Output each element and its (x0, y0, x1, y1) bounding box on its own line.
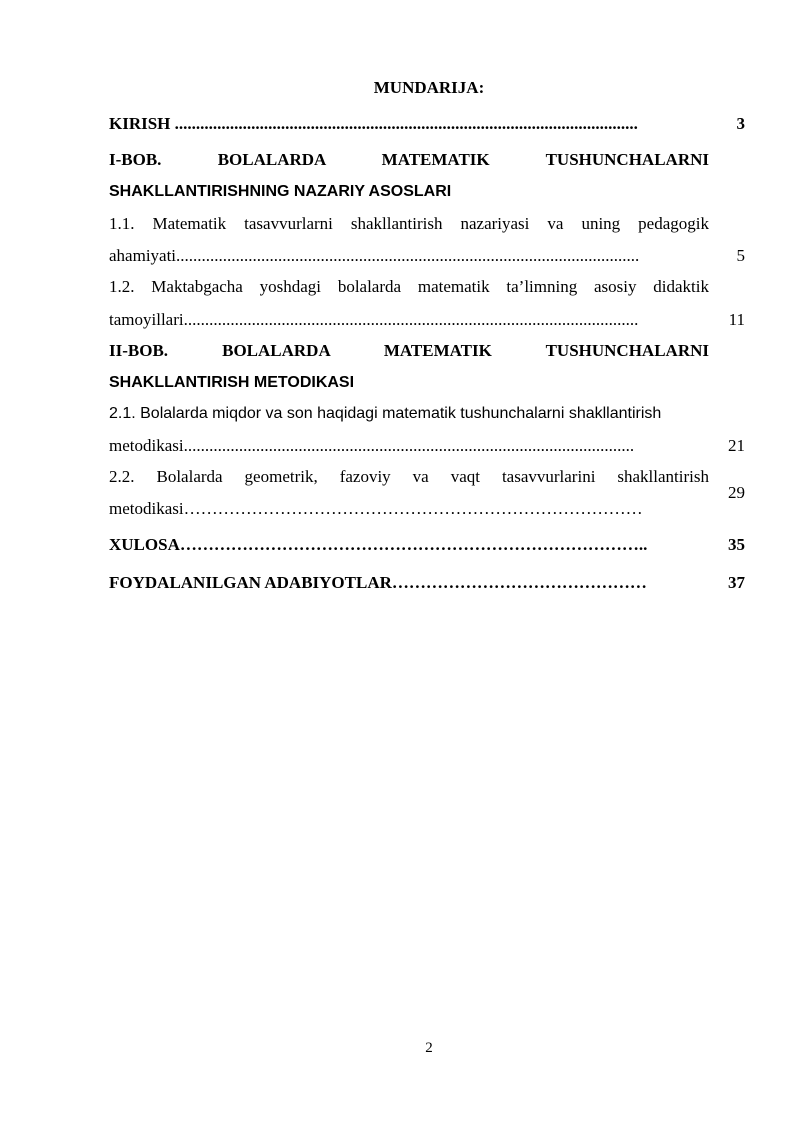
toc-section-2-2-line2: metodikasi……………………………………………………………………… (109, 499, 643, 518)
toc-chapter-2-heading-line1: II-BOB. BOLALARDA MATEMATIK TUSHUNCHALARNI (109, 341, 709, 360)
toc-chapter-1-heading-line1: I-BOB. BOLALARDA MATEMATIK TUSHUNCHALARNI (109, 150, 709, 169)
toc-section-2-2-line1: 2.2. Bolalarda geometrik, fazoviy va vaqt tasavvurlarini shakllantirish (109, 467, 709, 486)
page-title: MUNDARIJA: (373, 78, 485, 97)
toc-section-1-1-line1: 1.1. Matematik tasavvurlarni shakllantirish nazariyasi va uning pedagogik (109, 214, 709, 233)
toc-page-section-1-2: 11 (728, 310, 745, 329)
toc-page-adabiyotlar: 37 (728, 573, 745, 592)
toc-chapter-2-heading-line2: SHAKLLANTIRISH METODIKASI (109, 374, 355, 391)
toc-entry-adabiyotlar: FOYDALANILGAN ADABIYOTLAR……………………………………… (109, 573, 647, 592)
page-number: 2 (425, 1040, 433, 1056)
toc-section-2-1-line2: metodikasi.......................................................................................................... (109, 436, 635, 455)
toc-section-2-1-line1: 2.1. Bolalarda miqdor va son haqidagi matematik tushunchalarni shakllantirish (109, 405, 662, 422)
toc-page-section-1-1: 5 (736, 246, 745, 265)
toc-section-1-1-line2: ahamiyati............................................................................................................. (109, 246, 640, 265)
toc-chapter-1-heading-line2: SHAKLLANTIRISHNING NAZARIY ASOSLARI (109, 183, 452, 200)
toc-page-kirish: 3 (736, 114, 745, 133)
toc-section-1-2-line2: tamoyillari........................................................................................................... (109, 310, 639, 329)
toc-entry-xulosa: XULOSA……………………………………………………………………….. (109, 535, 648, 554)
toc-entry-kirish: KIRISH ............................................................................................................. (109, 114, 638, 133)
toc-page-xulosa: 35 (728, 535, 745, 554)
toc-page-section-2-2: 29 (728, 483, 745, 502)
toc-section-1-2-line1: 1.2. Maktabgacha yoshdagi bolalarda matematik ta’limning asosiy didaktik (109, 277, 709, 296)
toc-page-section-2-1: 21 (728, 436, 745, 455)
